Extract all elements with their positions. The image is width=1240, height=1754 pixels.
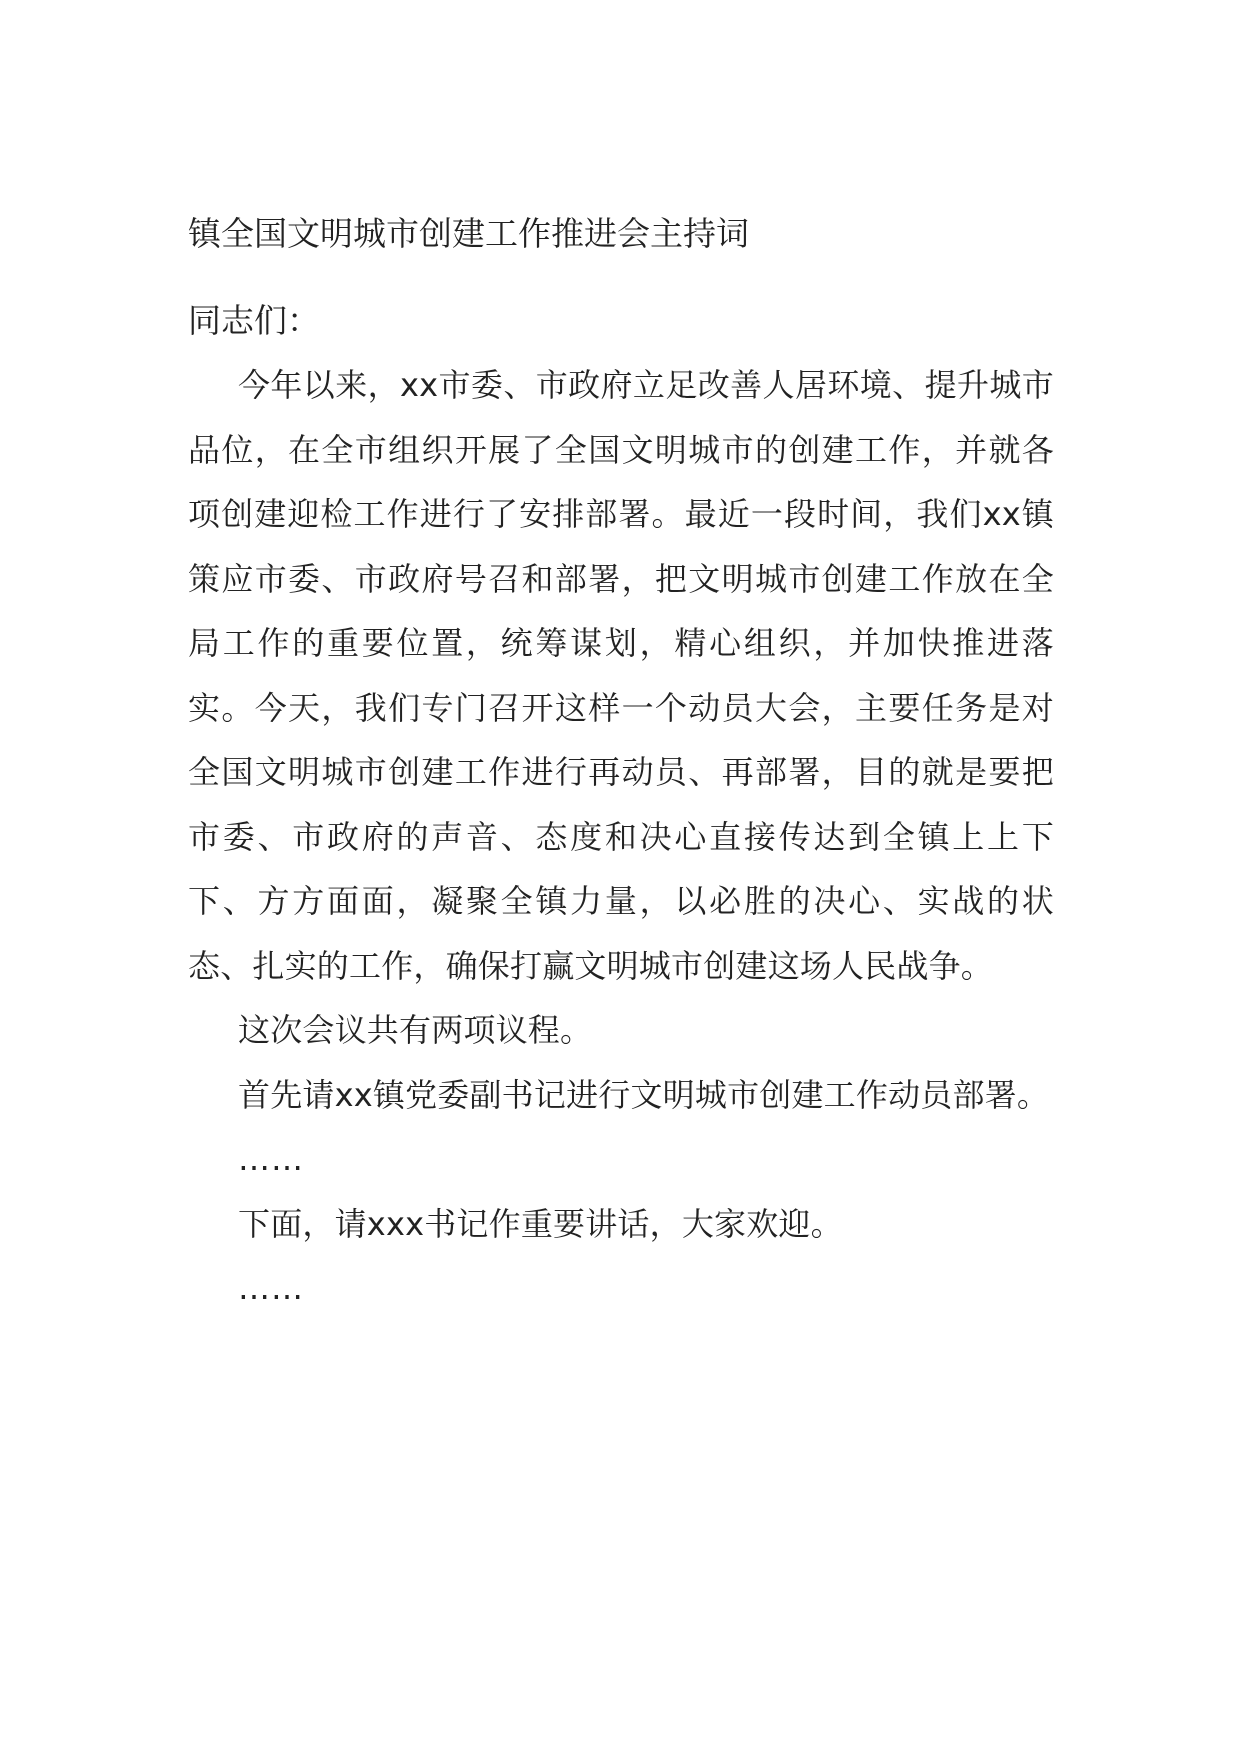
ellipsis-2: ……	[238, 1269, 304, 1307]
ellipsis-1: ……	[238, 1140, 304, 1178]
paragraph-opening: 今年以来，xx市委、市政府立足改善人居环境、提升城市品位，在全市组织开展了全国文明城市的创建工作，并就各项创建迎检工作进行了安排部署。最近一段时间，我们xx镇策应市委、市政府号召和部署，把文明城市创建工作放在全局工作的重要位置，统筹谋划，精心组织，并加快推进落实。今天，我们专门召开这样一个动员大会，主要任务是对全国文明城市创建工作进行再动员、再部署，目的就是要把市委、市政府的声音、态度和决心直接传达到全镇上上下下、方方面面，凝聚全镇力量，以必胜的决心、实战的状态、扎实的工作，确保打赢文明城市创建这场人民战争。	[188, 366, 1054, 985]
document-body	[188, 205, 1054, 1321]
document-title: 镇全国文明城市创建工作推进会主持词	[188, 214, 749, 253]
paragraph-first-item: 首先请xx镇党委副书记进行文明城市创建工作动员部署。	[238, 1075, 1050, 1114]
paragraph-second-item: 下面，请xxx书记作重要讲话，大家欢迎。	[238, 1204, 843, 1243]
salutation: 同志们：	[188, 301, 320, 340]
paragraph-agenda: 这次会议共有两项议程。	[238, 1011, 593, 1049]
